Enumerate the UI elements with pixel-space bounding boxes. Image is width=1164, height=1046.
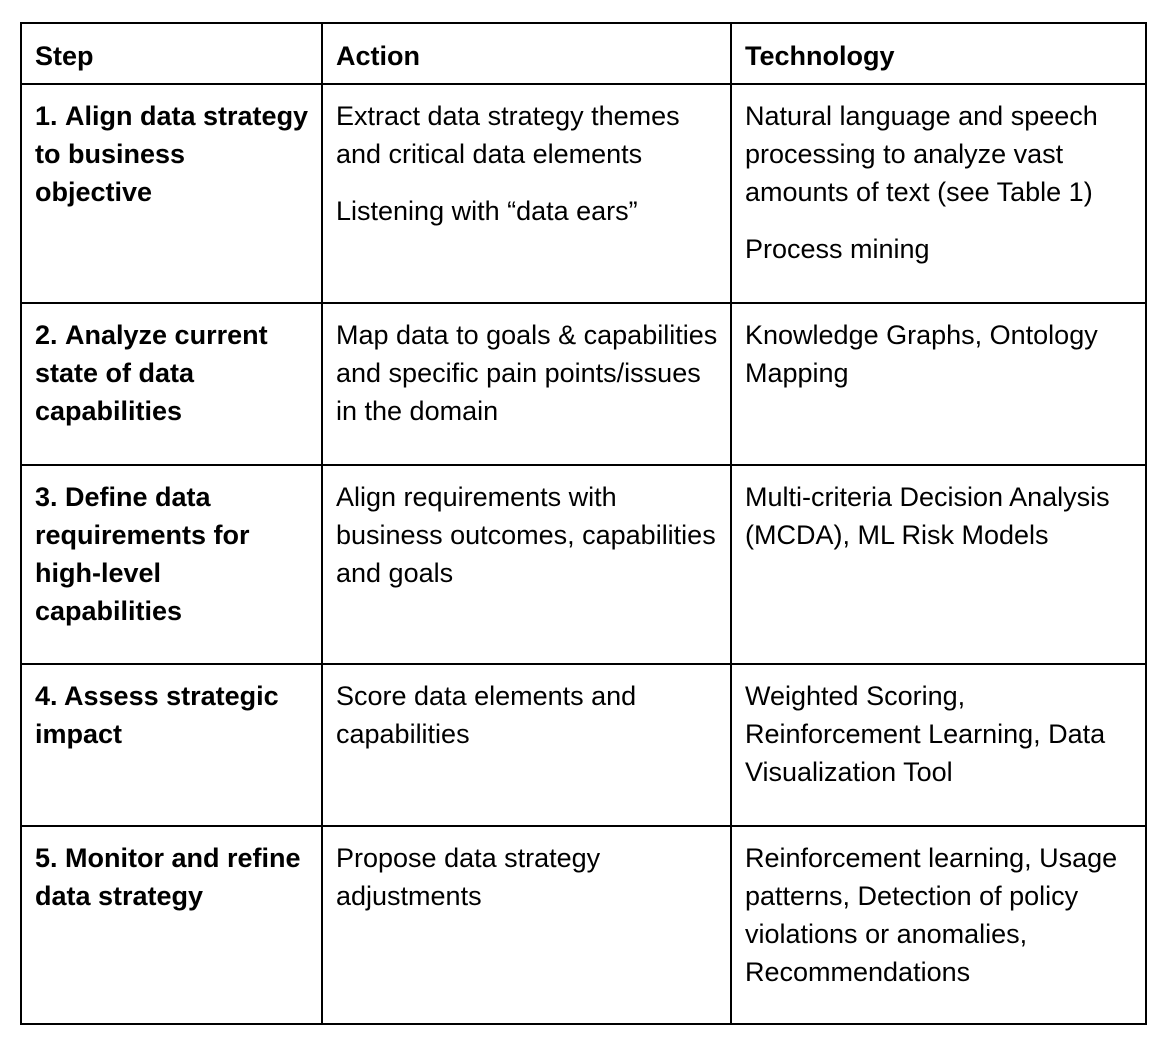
step-cell [21, 303, 322, 465]
table-row [21, 465, 1146, 664]
header-technology: Technology [731, 23, 1146, 84]
action-text: Listening with “data ears” [336, 196, 638, 226]
technology-cell [731, 84, 1146, 303]
header-step: Step [21, 23, 322, 84]
data-strategy-table [20, 22, 1147, 1025]
technology-cell [731, 465, 1146, 664]
action-text: Score data elements and capabilities [336, 681, 637, 749]
step-cell [21, 664, 322, 826]
step-label: 3. Define data requirements for high-level capabilities [35, 482, 250, 626]
action-text: Extract data strategy themes and critical data elements [336, 101, 680, 169]
technology-cell [731, 303, 1146, 465]
technology-text: Knowledge Graphs, Ontology Mapping [745, 320, 1098, 388]
table-header-row [21, 23, 1146, 84]
action-text: Align requirements with business outcomes, capabilities and goals [336, 482, 716, 588]
step-cell [21, 465, 322, 664]
step-label: 4. Assess strategic impact [35, 681, 279, 749]
action-cell [322, 303, 731, 465]
step-cell [21, 84, 322, 303]
action-cell [322, 664, 731, 826]
action-text: Propose data strategy adjustments [336, 843, 601, 911]
table-row [21, 664, 1146, 826]
table-row [21, 303, 1146, 465]
technology-cell [731, 826, 1146, 1024]
header-action: Action [322, 23, 731, 84]
step-label: 5. Monitor and refine data strategy [35, 843, 301, 911]
table-row [21, 826, 1146, 1024]
technology-text: Process mining [745, 234, 930, 264]
action-cell [322, 84, 731, 303]
step-label: 1. Align data strategy to business objective [35, 101, 309, 207]
technology-text: Weighted Scoring, Reinforcement Learning, Data Visualization Tool [745, 681, 1106, 787]
step-cell [21, 826, 322, 1024]
action-text: Map data to goals & capabilities and specific pain points/issues in the domain [336, 320, 718, 426]
technology-text: Multi-criteria Decision Analysis (MCDA), ML Risk Models [745, 482, 1110, 550]
technology-text: Reinforcement learning, Usage patterns, Detection of policy violations or anomalies, Recommendations [745, 843, 1118, 987]
action-cell [322, 465, 731, 664]
table-row [21, 84, 1146, 303]
technology-cell [731, 664, 1146, 826]
technology-text: Natural language and speech processing to analyze vast amounts of text (see Table 1) [745, 101, 1098, 207]
action-cell [322, 826, 731, 1024]
step-label: 2. Analyze current state of data capabilities [35, 320, 268, 426]
